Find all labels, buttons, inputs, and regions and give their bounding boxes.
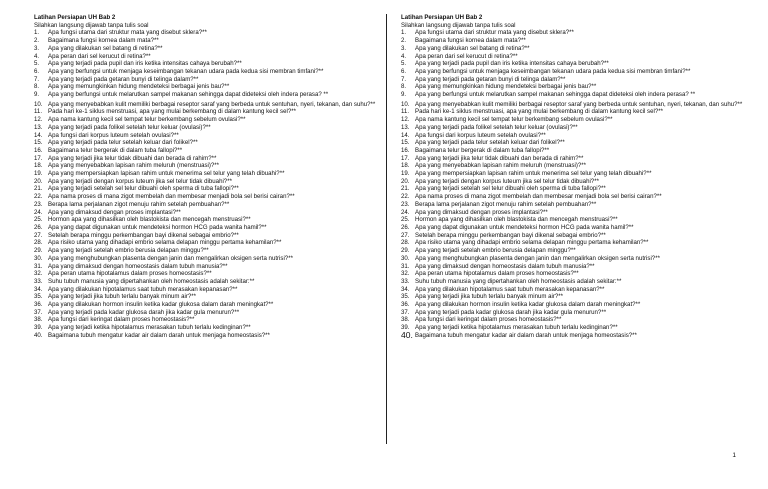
question-number: 20. — [34, 177, 43, 185]
question-number: 7. — [401, 75, 407, 83]
question-number: 26. — [401, 223, 410, 231]
question-number: 34. — [401, 285, 410, 293]
question-number: 12. — [34, 116, 43, 124]
question-number: 18. — [401, 162, 410, 170]
question-item — [401, 209, 753, 217]
question-item — [34, 185, 386, 193]
question-text: Apa yang berfungsi untuk melarutkan sampel makanan sehingga dapat dideteksi oleh indera perasa? ** — [415, 91, 696, 99]
question-number: 3. — [34, 44, 40, 52]
question-item — [34, 101, 386, 109]
question-text: Hormon apa yang dihasilkan oleh blastokista dan mencegah menstruasi?** — [415, 216, 618, 224]
question-number: 26. — [34, 223, 43, 231]
question-item — [401, 329, 753, 340]
question-text: Apa risiko utama yang dihadapi embrio selama delapan minggu pertama kehamilan?** — [415, 239, 649, 247]
question-text: Apa yang dapat digunakan untuk mendeteksi hormon HCG pada wanita hamil?** — [48, 223, 267, 231]
question-number: 21. — [34, 185, 43, 193]
question-item — [401, 316, 753, 324]
question-item — [34, 68, 386, 76]
question-number: 35. — [34, 293, 43, 301]
question-text: Apa yang terjadi dengan korpus luteum jika sel telur tidak dibuahi?** — [415, 177, 599, 185]
question-number: 5. — [401, 60, 407, 68]
question-text: Apa fungsi dari korpus luteum setelah ovulasi?** — [48, 131, 179, 139]
question-item — [401, 147, 753, 155]
question-number: 32. — [401, 270, 410, 278]
question-number: 33. — [401, 277, 410, 285]
question-item — [401, 170, 753, 178]
question-number: 2. — [34, 37, 40, 45]
question-item — [34, 286, 386, 294]
question-item — [401, 286, 753, 294]
question-item — [401, 255, 753, 263]
worksheet-subtitle: Silahkan langsung dijawab tanpa tulis soal — [34, 21, 149, 29]
column-divider — [386, 14, 387, 444]
question-number: 38. — [34, 316, 43, 324]
question-text: Bagaimana fungsi kornea dalam mata?** — [415, 37, 526, 45]
question-item — [401, 108, 753, 116]
question-number: 30. — [401, 254, 410, 262]
question-item — [34, 247, 386, 255]
question-item — [34, 301, 386, 309]
question-text: Apa yang menyebabkan kulit memiliki berbagai reseptor saraf yang berbeda untuk sentuhan, nyeri, tekanan, dan suhu?** — [48, 100, 376, 108]
question-number: 39. — [401, 324, 410, 332]
question-number: 36. — [401, 301, 410, 309]
question-text: Apa yang dilakukan hormon insulin ketika kadar glukosa dalam darah meningkat?** — [48, 301, 274, 309]
question-text: Apa peran utama hipotalamus dalam proses homeostasis?** — [48, 270, 212, 278]
question-item — [34, 201, 386, 209]
question-item — [34, 76, 386, 84]
question-text: Apa yang dimaksud dengan homeostasis dalam tubuh manusia?** — [48, 262, 228, 270]
question-item — [401, 324, 753, 332]
question-item — [401, 139, 753, 147]
question-item — [34, 83, 386, 91]
question-number: 34. — [34, 285, 43, 293]
question-number: 24. — [401, 208, 410, 216]
question-text: Apa yang terjadi pada kadar glukosa darah jika kadar gula menurun?** — [48, 308, 240, 316]
question-item — [401, 201, 753, 209]
question-item — [34, 332, 386, 340]
question-text: Apa peran utama hipotalamus dalam proses homeostasis?** — [415, 270, 579, 278]
question-number: 13. — [401, 123, 410, 131]
question-item — [34, 224, 386, 232]
question-text: Apa yang terjadi setelah embrio berusia delapan minggu?** — [48, 247, 209, 255]
question-text: Apa yang berfungsi untuk menjaga keseimbangan tekanan udara pada kedua sisi membran timfani?** — [415, 67, 691, 75]
question-item — [34, 139, 386, 147]
question-item — [34, 309, 386, 317]
question-item — [34, 162, 386, 170]
question-item — [34, 45, 386, 53]
question-text: Apa yang terjadi jika tubuh terlalu banyak minum air?** — [48, 293, 197, 301]
question-text: Bagaimana tubuh mengatur kadar air dalam darah untuk menjaga homeostasis?** — [415, 331, 637, 339]
right-column — [401, 14, 753, 340]
worksheet-title: Latihan Persiapan UH Bab 2 — [34, 14, 116, 21]
question-text: Apa yang dilakukan hipotalamus saat tubuh merasakan kepanasan?** — [415, 285, 605, 293]
question-text: Apa yang terjadi pada folikel setelah telur keluar (ovulasi)?** — [415, 123, 578, 131]
question-text: Apa yang dimaksud dengan homeostasis dalam tubuh manusia?** — [415, 262, 595, 270]
question-text: Apa yang dimaksud dengan proses implantasi?** — [48, 208, 181, 216]
question-text: Bagaimana telur bergerak di dalam tuba fallopi?** — [48, 146, 183, 154]
question-number: 28. — [34, 239, 43, 247]
question-number: 12. — [401, 116, 410, 124]
question-number: 7. — [34, 75, 40, 83]
question-text: Pada hari ke-1 siklus menstruasi, apa yang mulai berkembang di dalam kantung kecil sel?** — [48, 108, 296, 116]
question-number: 10. — [34, 100, 43, 108]
question-item — [401, 278, 753, 286]
question-number: 3. — [401, 44, 407, 52]
question-item — [401, 239, 753, 247]
question-text: Bagaimana telur bergerak di dalam tuba fallopi?** — [415, 146, 550, 154]
question-text: Apa nama kantung kecil sel tempat telur berkembang sebelum ovulasi?** — [415, 116, 613, 124]
question-text: Apa yang dilakukan sel batang di retina?** — [415, 44, 530, 52]
question-number: 38. — [401, 316, 410, 324]
question-text: Apa yang terjadi pada getaran bunyi di telinga dalam?** — [48, 75, 199, 83]
question-item — [401, 37, 753, 45]
question-text: Apa yang terjadi setelah sel telur dibuahi oleh sperma di tuba fallopi?** — [48, 185, 239, 193]
question-text: Apa yang menyebabkan kulit memiliki berbagai reseptor saraf yang berbeda untuk sentuhan, nyeri, tekanan, dan suhu?** — [415, 100, 743, 108]
left-column — [34, 14, 386, 340]
question-number: 32. — [34, 270, 43, 278]
question-number: 21. — [401, 185, 410, 193]
question-item — [34, 209, 386, 217]
question-number: 36. — [34, 301, 43, 309]
question-text: Apa yang terjadi ketika hipotalamus merasakan tubuh terlalu kedinginan?** — [415, 324, 618, 332]
question-number: 15. — [401, 139, 410, 147]
question-item — [401, 29, 753, 37]
question-item — [34, 60, 386, 68]
worksheet-subtitle: Silahkan langsung dijawab tanpa tulis soal — [401, 21, 516, 29]
question-number: 27. — [34, 231, 43, 239]
question-text: Setelah berapa minggu perkembangan bayi dikenal sebagai embrio?** — [48, 231, 239, 239]
question-number: 19. — [34, 170, 43, 178]
question-number: 27. — [401, 231, 410, 239]
question-item — [34, 193, 386, 201]
question-number: 40. — [401, 329, 413, 340]
question-number: 14. — [34, 131, 43, 139]
question-text: Apa yang terjadi setelah embrio berusia delapan minggu?** — [415, 247, 576, 255]
question-text: Apa yang terjadi pada telur setelah keluar dari folikel?** — [415, 139, 565, 147]
question-text: Apa fungsi dari keringat dalam proses homeostasis?** — [48, 316, 195, 324]
question-text: Apa yang berfungsi untuk melarutkan sampel makanan sehingga dapat dideteksi oleh indera perasa? ** — [48, 91, 329, 99]
question-number: 28. — [401, 239, 410, 247]
question-item — [34, 29, 386, 37]
question-number: 25. — [401, 216, 410, 224]
question-text: Apa yang terjadi jika tubuh terlalu banyak minum air?** — [415, 293, 564, 301]
question-number: 4. — [34, 52, 40, 60]
question-item — [401, 76, 753, 84]
question-item — [401, 116, 753, 124]
question-item — [34, 108, 386, 116]
question-text: Apa fungsi utama dari struktur mata yang disebut sklera?** — [415, 29, 574, 37]
question-number: 35. — [401, 293, 410, 301]
question-item — [401, 224, 753, 232]
question-item — [401, 263, 753, 271]
question-list — [34, 29, 386, 339]
question-item — [34, 170, 386, 178]
question-number: 17. — [34, 154, 43, 162]
question-text: Apa yang terjadi jika telur tidak dibuahi dan berada di rahim?** — [48, 154, 217, 162]
question-text: Apa risiko utama yang dihadapi embrio selama delapan minggu pertama kehamilan?** — [48, 239, 282, 247]
question-item — [34, 216, 386, 224]
question-item — [34, 91, 386, 99]
question-number: 16. — [401, 146, 410, 154]
question-text: Setelah berapa minggu perkembangan bayi dikenal sebagai embrio?** — [415, 231, 606, 239]
question-number: 23. — [401, 200, 410, 208]
question-text: Apa peran dari sel kerucut di retina?** — [415, 52, 518, 60]
question-item — [401, 45, 753, 53]
question-number: 14. — [401, 131, 410, 139]
question-item — [401, 193, 753, 201]
question-number: 1. — [34, 29, 40, 37]
question-text: Berapa lama perjalanan zigot menuju rahim setelah pembuahan?** — [48, 200, 230, 208]
question-text: Apa fungsi utama dari struktur mata yang disebut sklera?** — [48, 29, 207, 37]
question-text: Apa yang dimaksud dengan proses implantasi?** — [415, 208, 548, 216]
question-text: Apa yang terjadi pada folikel setelah telur keluar (ovulasi)?** — [48, 123, 211, 131]
question-item — [401, 247, 753, 255]
question-number: 6. — [34, 67, 40, 75]
question-item — [401, 155, 753, 163]
question-item — [34, 278, 386, 286]
question-item — [34, 124, 386, 132]
question-item — [401, 101, 753, 109]
question-text: Apa yang mempersiapkan lapisan rahim untuk menerima sel telur yang telah dibuahi?** — [415, 170, 652, 178]
question-item — [34, 239, 386, 247]
question-number: 8. — [34, 83, 40, 91]
question-item — [401, 83, 753, 91]
question-item — [401, 91, 753, 99]
question-number: 9. — [401, 91, 407, 99]
question-text: Apa nama kantung kecil sel tempat telur berkembang sebelum ovulasi?** — [48, 116, 246, 124]
question-text: Apa yang terjadi pada pupil dan iris ketika intensitas cahaya berubah?** — [48, 60, 242, 68]
question-number: 11. — [401, 108, 410, 116]
question-item — [34, 324, 386, 332]
question-number: 24. — [34, 208, 43, 216]
question-number: 37. — [401, 308, 410, 316]
question-number: 30. — [34, 254, 43, 262]
question-text: Apa yang terjadi pada getaran bunyi di telinga dalam?** — [415, 75, 566, 83]
question-number: 22. — [34, 193, 43, 201]
question-text: Suhu tubuh manusia yang dipertahankan oleh homeostasis adalah sekitar:** — [48, 277, 255, 285]
question-item — [34, 37, 386, 45]
question-item — [34, 53, 386, 61]
question-number: 1. — [401, 29, 407, 37]
question-text: Apa yang mempersiapkan lapisan rahim untuk menerima sel telur yang telah dibuahi?** — [48, 170, 285, 178]
question-text: Apa yang memungkinkan hidung mendeteksi berbagai jenis bau?** — [415, 83, 597, 91]
question-text: Apa nama proses di mana zigot membelah dan membesar menjadi bola sel berisi cairan?** — [48, 193, 295, 201]
question-list — [401, 29, 753, 339]
question-text: Apa yang menyebabkan lapisan rahim meluruh (menstruasi)?** — [48, 162, 220, 170]
question-text: Apa yang terjadi dengan korpus luteum jika sel telur tidak dibuahi?** — [48, 177, 232, 185]
question-item — [34, 155, 386, 163]
question-number: 11. — [34, 108, 43, 116]
question-number: 18. — [34, 162, 43, 170]
question-number: 25. — [34, 216, 43, 224]
question-text: Apa yang dilakukan sel batang di retina?** — [48, 44, 163, 52]
question-item — [401, 178, 753, 186]
question-text: Apa yang menghubungkan plasenta dengan janin dan mengalirkan oksigen serta nutrisi?** — [415, 254, 660, 262]
question-number: 6. — [401, 67, 407, 75]
question-number: 16. — [34, 146, 43, 154]
page-number: 1 — [732, 452, 736, 459]
question-number: 37. — [34, 308, 43, 316]
question-text: Bagaimana fungsi kornea dalam mata?** — [48, 37, 159, 45]
question-number: 8. — [401, 83, 407, 91]
question-text: Apa yang menyebabkan lapisan rahim meluruh (menstruasi)?** — [415, 162, 587, 170]
question-item — [401, 185, 753, 193]
question-text: Apa yang terjadi setelah sel telur dibuahi oleh sperma di tuba fallopi?** — [415, 185, 606, 193]
question-number: 5. — [34, 60, 40, 68]
question-number: 20. — [401, 177, 410, 185]
question-item — [401, 270, 753, 278]
question-item — [34, 293, 386, 301]
question-item — [34, 178, 386, 186]
question-text: Apa yang dapat digunakan untuk mendeteksi hormon HCG pada wanita hamil?** — [415, 223, 634, 231]
question-text: Suhu tubuh manusia yang dipertahankan oleh homeostasis adalah sekitar:** — [415, 277, 622, 285]
question-number: 17. — [401, 154, 410, 162]
question-text: Apa peran dari sel kerucut di retina?** — [48, 52, 151, 60]
question-text: Hormon apa yang dihasilkan oleh blastokista dan mencegah menstruasi?** — [48, 216, 251, 224]
question-item — [401, 216, 753, 224]
question-item — [401, 60, 753, 68]
question-number: 23. — [34, 200, 43, 208]
question-item — [34, 263, 386, 271]
question-text: Apa nama proses di mana zigot membelah dan membesar menjadi bola sel berisi cairan?** — [415, 193, 662, 201]
question-text: Apa yang menghubungkan plasenta dengan janin dan mengalirkan oksigen serta nutrisi?** — [48, 254, 293, 262]
question-item — [34, 232, 386, 240]
question-number: 22. — [401, 193, 410, 201]
question-number: 31. — [34, 262, 43, 270]
question-number: 40. — [34, 331, 43, 339]
question-text: Apa yang terjadi jika telur tidak dibuahi dan berada di rahim?** — [415, 154, 584, 162]
question-number: 19. — [401, 170, 410, 178]
question-text: Pada hari ke-1 siklus menstruasi, apa yang mulai berkembang di dalam kantung kecil sel?** — [415, 108, 663, 116]
question-item — [401, 309, 753, 317]
question-number: 4. — [401, 52, 407, 60]
question-number: 15. — [34, 139, 43, 147]
question-item — [34, 147, 386, 155]
question-item — [34, 132, 386, 140]
question-item — [401, 68, 753, 76]
question-item — [34, 255, 386, 263]
question-text: Apa yang berfungsi untuk menjaga keseimbangan tekanan udara pada kedua sisi membran timfani?** — [48, 67, 324, 75]
question-number: 29. — [401, 247, 410, 255]
question-item — [401, 132, 753, 140]
question-text: Apa yang terjadi pada pupil dan iris ketika intensitas cahaya berubah?** — [415, 60, 609, 68]
question-item — [401, 124, 753, 132]
question-number: 33. — [34, 277, 43, 285]
question-item — [401, 293, 753, 301]
question-text: Apa yang dilakukan hormon insulin ketika kadar glukosa dalam darah meningkat?** — [415, 301, 641, 309]
question-text: Apa yang terjadi pada kadar glukosa darah jika kadar gula menurun?** — [415, 308, 607, 316]
question-text: Apa yang memungkinkan hidung mendeteksi berbagai jenis bau?** — [48, 83, 230, 91]
question-number: 39. — [34, 324, 43, 332]
question-item — [401, 232, 753, 240]
question-number: 13. — [34, 123, 43, 131]
worksheet-title: Latihan Persiapan UH Bab 2 — [401, 14, 483, 21]
question-number: 31. — [401, 262, 410, 270]
question-text: Apa yang terjadi pada telur setelah keluar dari folikel?** — [48, 139, 198, 147]
question-text: Apa fungsi dari keringat dalam proses homeostasis?** — [415, 316, 562, 324]
question-number: 9. — [34, 91, 40, 99]
question-text: Bagaimana tubuh mengatur kadar air dalam darah untuk menjaga homeostasis?** — [48, 331, 270, 339]
question-text: Apa yang terjadi ketika hipotalamus merasakan tubuh terlalu kedinginan?** — [48, 324, 251, 332]
question-number: 10. — [401, 100, 410, 108]
question-item — [401, 162, 753, 170]
question-text: Apa fungsi dari korpus luteum setelah ovulasi?** — [415, 131, 546, 139]
question-item — [34, 116, 386, 124]
question-text: Berapa lama perjalanan zigot menuju rahim setelah pembuahan?** — [415, 200, 597, 208]
question-number: 2. — [401, 37, 407, 45]
question-item — [401, 53, 753, 61]
question-item — [34, 316, 386, 324]
question-number: 29. — [34, 247, 43, 255]
question-item — [34, 270, 386, 278]
question-item — [401, 301, 753, 309]
question-text: Apa yang dilakukan hipotalamus saat tubuh merasakan kepanasan?** — [48, 285, 238, 293]
